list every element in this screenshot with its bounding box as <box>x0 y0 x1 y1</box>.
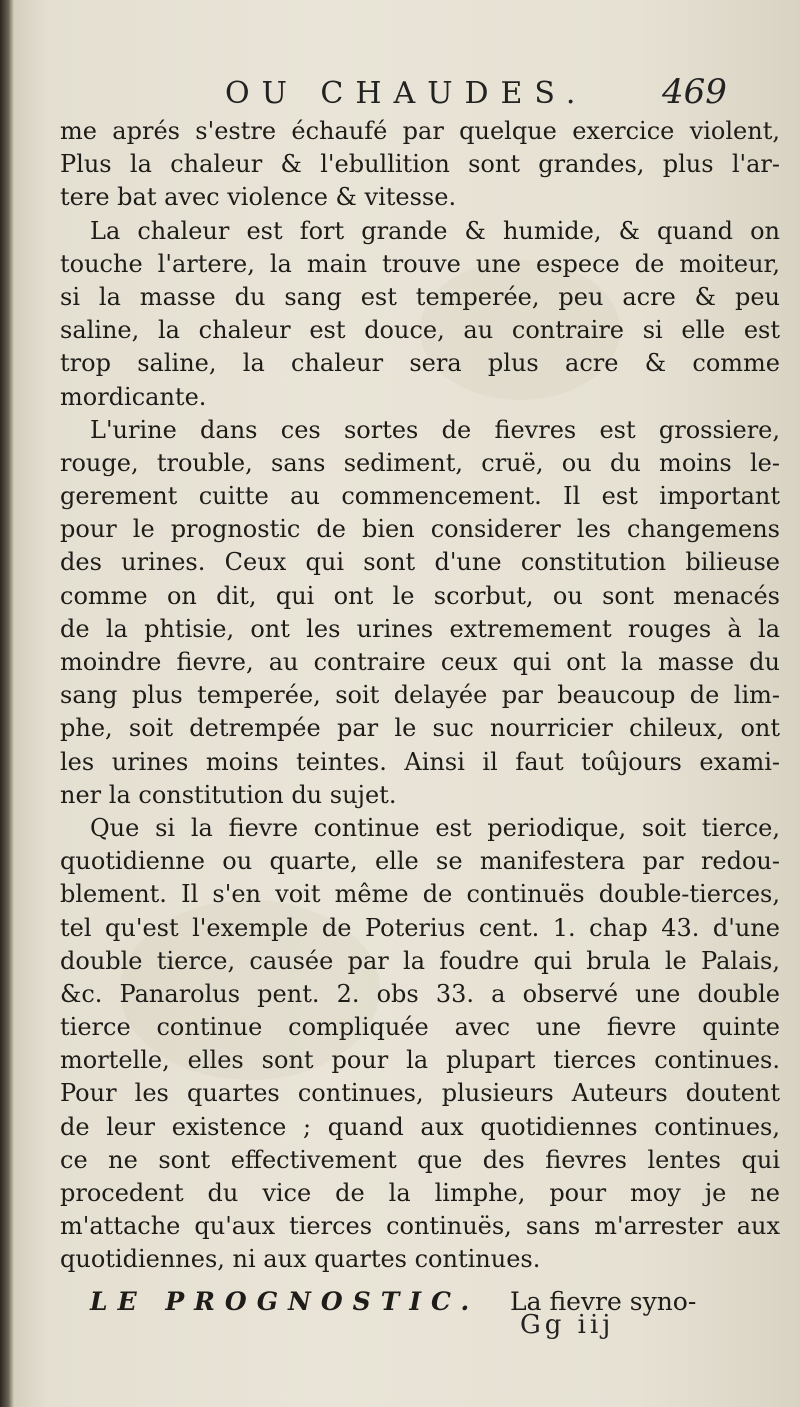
text-line: trop saline, la chaleur sera plus acre & comme <box>60 349 780 378</box>
text-line: pour le prognostic de bien considerer les changemens <box>60 515 780 544</box>
text-line: de leur existence ; quand aux quotidiennes continues, <box>60 1112 780 1141</box>
text-line: Plus la chaleur & l'ebullition sont grandes, plus l'ar- <box>60 150 780 179</box>
text-line: mordicante. <box>60 382 207 411</box>
signature-mark: Gg iij <box>520 1310 615 1340</box>
book-spine-shadow <box>0 0 14 1407</box>
text-line: comme on dit, qui ont le scorbut, ou sont menacés <box>60 581 780 610</box>
text-line: me aprés s'estre échaufé par quelque exercice violent, <box>60 117 780 145</box>
text-line: m'attache qu'aux tierces continuës, sans m'arrester aux <box>60 1212 780 1241</box>
text-line: rouge, trouble, sans sediment, cruë, ou du moins le- <box>60 448 780 477</box>
page-number: 469 <box>662 72 727 112</box>
body-text <box>60 115 780 1321</box>
text-line: si la masse du sang est temperée, peu acre & peu <box>60 282 780 311</box>
prognostic-heading-line <box>60 1283 780 1321</box>
text-line: de la phtisie, ont les urines extremement rouges à la <box>60 614 780 643</box>
text-line: L'urine dans ces sortes de fievres est grossiere, <box>90 415 780 444</box>
text-line: La chaleur est fort grande & humide, & quand on <box>90 216 780 245</box>
text-line: Que si la fievre continue est periodique, soit tierce, <box>90 813 780 842</box>
running-head: OU CHAUDES. <box>225 76 588 111</box>
text-line: blement. Il s'en voit même de continuës double-tierces, <box>60 880 780 909</box>
text-line: gerement cuitte au commencement. Il est important <box>60 482 780 511</box>
section-start-text: La fievre syno- <box>510 1286 697 1316</box>
text-line: mortelle, elles sont pour la plupart tierces continues. <box>60 1046 780 1075</box>
text-line: sang plus temperée, soit delayée par beaucoup de lim- <box>60 681 780 710</box>
text-line: touche l'artere, la main trouve une espece de moiteur, <box>60 249 780 278</box>
text-line: tere bat avec violence & vitesse. <box>60 183 457 212</box>
text-line: quotidienne ou quarte, elle se manifestera par redou- <box>60 847 780 876</box>
text-line: ner la constitution du sujet. <box>60 780 397 809</box>
text-line: &c. Panarolus pent. 2. obs 33. a observé une double <box>60 979 780 1008</box>
section-rubric: LE PROGNOSTIC. <box>90 1286 480 1316</box>
text-line: double tierce, causée par la foudre qui brula le Palais, <box>60 946 780 975</box>
text-line: tierce continue compliquée avec une fievre quinte <box>60 1013 780 1042</box>
text-line: Pour les quartes continues, plusieurs Auteurs doutent <box>60 1079 780 1108</box>
text-line: des urines. Ceux qui sont d'une constitution bilieuse <box>60 548 780 577</box>
text-line: les urines moins teintes. Ainsi il faut toûjours exami- <box>60 747 780 776</box>
text-line: procedent du vice de la limphe, pour moy je ne <box>60 1179 780 1207</box>
text-line: moindre fievre, au contraire ceux qui ont la masse du <box>60 648 780 676</box>
page-header <box>0 70 800 120</box>
text-line: phe, soit detrempée par le suc nourricier chileux, ont <box>60 714 780 743</box>
text-line: tel qu'est l'exemple de Poterius cent. 1. chap 43. d'une <box>60 913 780 942</box>
text-line: ce ne sont effectivement que des fievres lentes qui <box>60 1145 780 1174</box>
text-line: saline, la chaleur est douce, au contraire si elle est <box>60 316 780 345</box>
text-line: quotidiennes, ni aux quartes continues. <box>60 1245 541 1274</box>
